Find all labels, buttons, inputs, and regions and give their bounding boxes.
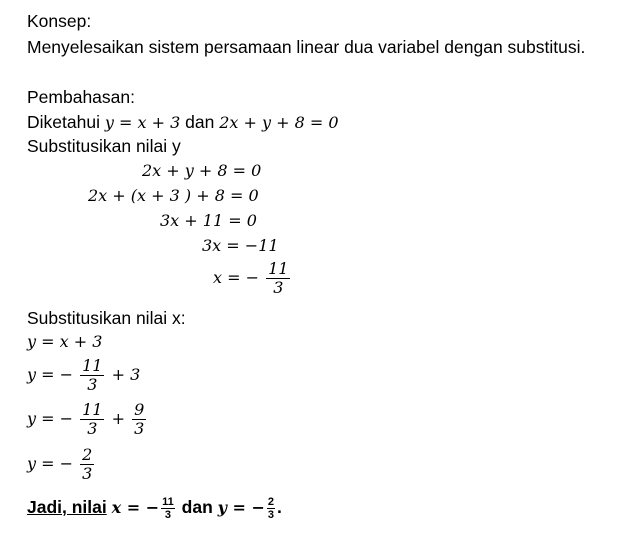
fraction-denominator: 3 [267,509,275,521]
conclusion-period: . [277,497,282,518]
substitute-y-label: Substitusikan nilai y [27,136,181,156]
fraction-denominator: 3 [273,278,284,297]
conclusion-x-lhs: x = − [111,498,160,518]
fraction-denominator: 3 [82,464,93,483]
fraction-numerator: 11 [268,259,289,278]
step-y-4 [27,446,96,483]
conclusion-label: Jadi, nilai [27,497,107,518]
step-x-1: 2x + y + 8 = 0 [142,161,262,180]
fraction-numerator: 11 [162,496,174,508]
substitute-x-label: Substitusikan nilai x: [27,308,186,328]
diketahui-label: Diketahui [27,112,100,132]
plus-operator: + [111,409,125,428]
diketahui-line [27,111,339,134]
step-y-3-fraction-1 [80,401,104,438]
step-y-3-fraction-2 [132,401,146,438]
konsep-text: Menyelesaikan sistem persamaan linear dua variabel dengan substitusi. [27,37,586,57]
fraction-numerator: 2 [267,496,275,508]
conclusion-dan: dan [181,497,213,518]
step-y-4-fraction [80,446,94,483]
step-y-2-fraction [80,357,104,394]
step-y-2 [27,357,140,394]
step-y-3-lhs: y = − [27,409,74,428]
conclusion-y-lhs: y = − [217,498,265,518]
x-result-lhs: x = − [213,268,260,287]
given-equation-1: y = x + 3 [104,113,181,132]
fraction-numerator: 2 [82,445,93,464]
konsep-heading: Konsep: [27,11,92,31]
pembahasan-heading: Pembahasan: [27,87,135,107]
step-y-1: y = x + 3 [27,332,103,351]
fraction-numerator: 9 [134,400,145,419]
conclusion-x-fraction [161,496,175,521]
step-y-2-tail: + 3 [111,365,141,384]
step-y-4-lhs: y = − [27,454,74,473]
dan-word: dan [185,112,215,132]
fraction-denominator: 3 [87,375,98,394]
fraction-numerator: 11 [82,356,103,375]
conclusion [27,496,282,521]
step-y-3 [27,401,148,438]
step-x-4: 3x = −11 [202,236,279,255]
fraction-denominator: 3 [134,419,145,438]
conclusion-y-fraction [267,496,275,521]
fraction-numerator: 11 [82,400,103,419]
x-result [213,260,292,297]
step-x-2: 2x + (x + 3 ) + 8 = 0 [88,186,259,205]
given-equation-2: 2x + y + 8 = 0 [219,113,339,132]
x-result-fraction [266,260,290,297]
step-x-3: 3x + 11 = 0 [160,211,257,230]
fraction-denominator: 3 [164,509,171,521]
step-y-2-lhs: y = − [27,365,74,384]
fraction-denominator: 3 [87,419,98,438]
